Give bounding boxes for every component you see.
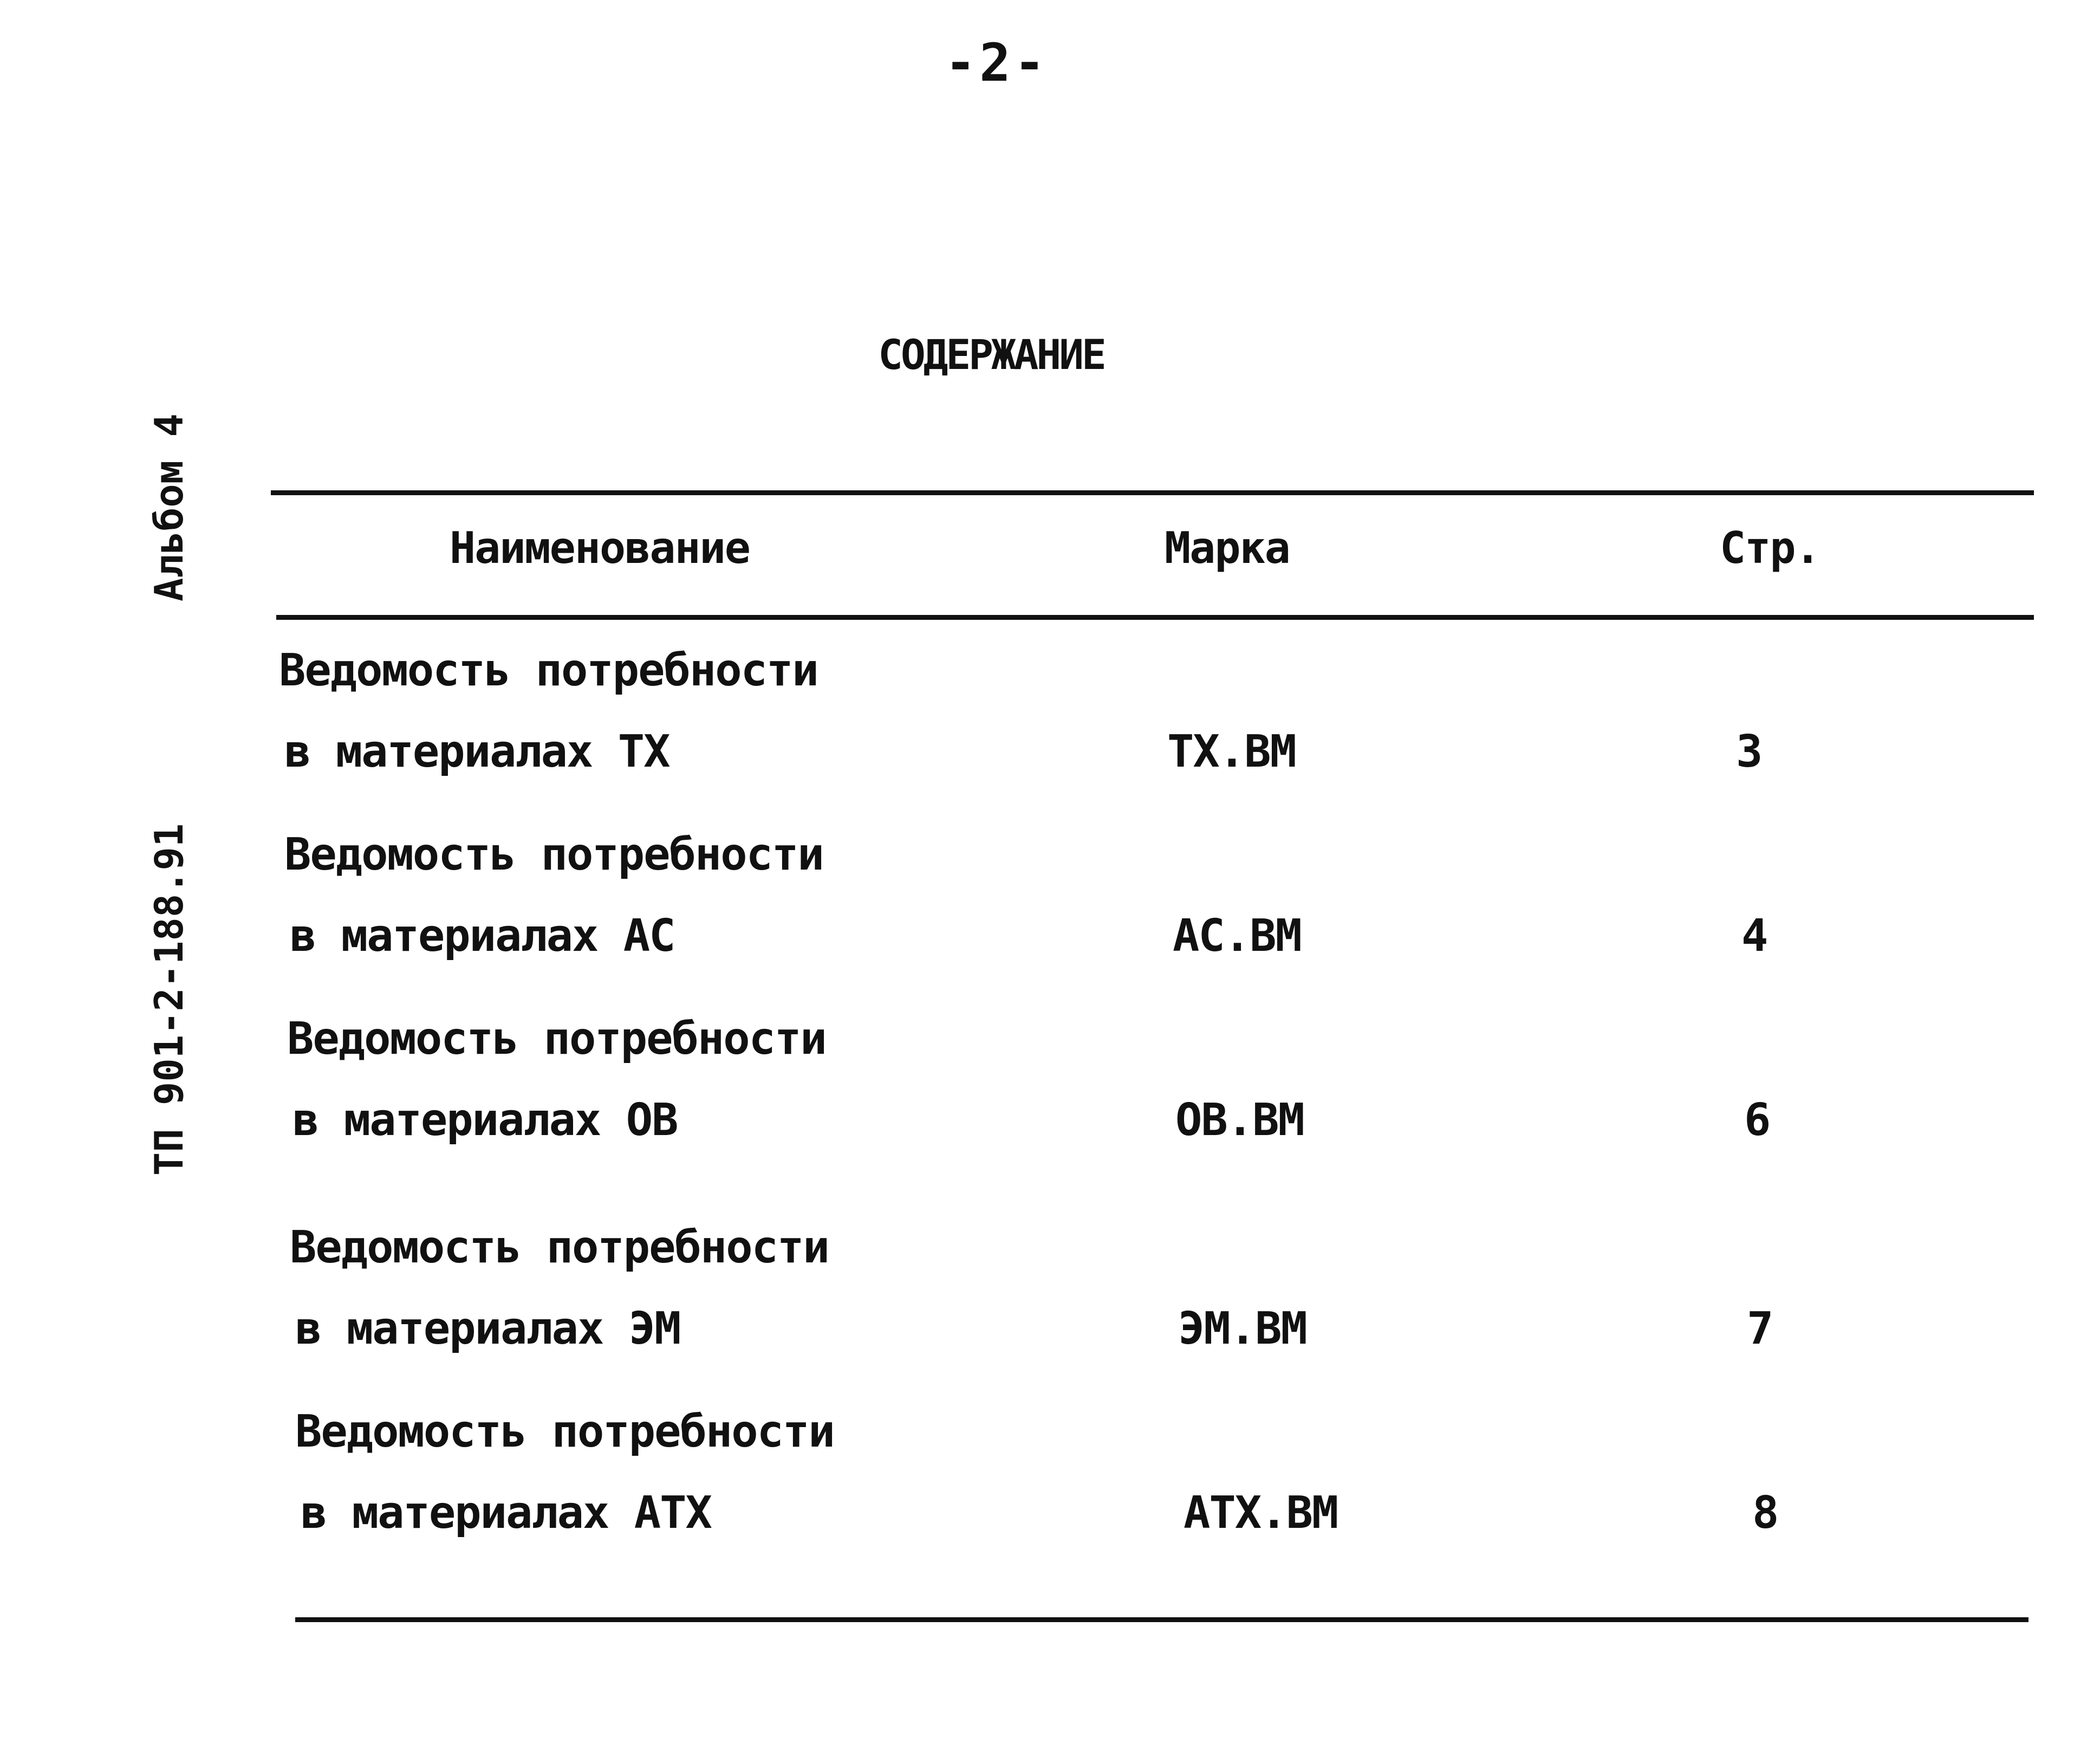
side-document-code: ТП 901-2-188.91: [146, 823, 192, 1176]
document-title: СОДЕРЖАНИЕ: [878, 330, 1104, 379]
side-album-label: Альбом 4: [146, 413, 192, 601]
row-page: 4: [1741, 910, 1767, 962]
row-mark: АС.ВМ: [1173, 910, 1301, 962]
row-name-line1: Ведомость потребности: [290, 1222, 829, 1273]
column-header-page: Стр.: [1720, 523, 1820, 573]
row-mark: ОВ.ВМ: [1175, 1094, 1304, 1146]
row-page: 6: [1744, 1094, 1770, 1146]
row-name-line1: Ведомость потребности: [284, 829, 823, 880]
row-name-line2: в материалах ОВ: [292, 1094, 678, 1146]
row-name-line2: в материалах ЭМ: [295, 1303, 680, 1354]
row-mark: ТХ.ВМ: [1167, 726, 1296, 777]
table-bottom-rule: [295, 1617, 2029, 1622]
row-name-line1: Ведомость потребности: [295, 1406, 834, 1457]
row-page: 3: [1736, 726, 1762, 777]
column-header-mark: Марка: [1165, 523, 1290, 573]
table-header-rule: [276, 615, 2034, 620]
table-row: [287, 1013, 2100, 1187]
row-page: 8: [1752, 1487, 1778, 1539]
table-row: [279, 645, 2100, 818]
table-row: [290, 1222, 2100, 1395]
page-number: -2-: [945, 33, 1049, 93]
table-row: [284, 829, 2100, 1002]
table-row: [295, 1406, 2100, 1579]
row-name-line2: в материалах АТХ: [301, 1487, 711, 1539]
row-name-line2: в материалах АС: [290, 910, 675, 962]
row-name-line2: в материалах ТХ: [284, 726, 669, 777]
row-page: 7: [1747, 1303, 1773, 1354]
row-name-line1: Ведомость потребности: [279, 645, 818, 696]
row-mark: ЭМ.ВМ: [1178, 1303, 1306, 1354]
table-top-rule: [271, 490, 2034, 495]
row-mark: АТХ.ВМ: [1184, 1487, 1338, 1539]
column-header-name: Наименование: [450, 523, 750, 573]
row-name-line1: Ведомость потребности: [287, 1013, 826, 1065]
